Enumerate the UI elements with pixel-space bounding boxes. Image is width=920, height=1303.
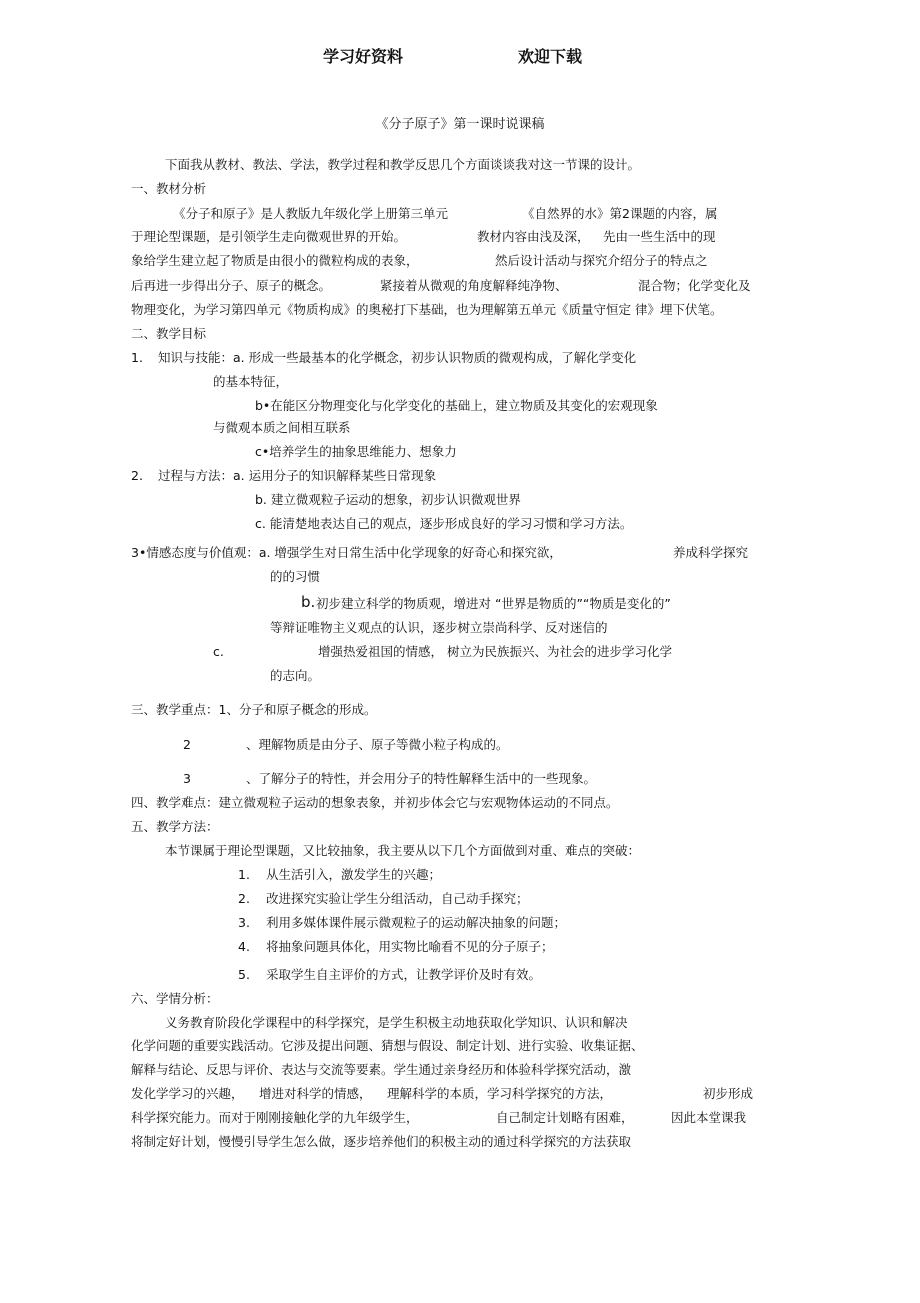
s1-line-3b: 然后设计活动与探究介绍分子的特点之	[495, 253, 708, 268]
s6-line-6: 将制定好计划，慢慢引导学生怎么做，逐步培养他们的积极主动的通过科学探究的方法获取	[131, 1134, 632, 1149]
goal-3-c: 增强热爱祖国的情感， 树立为民族振兴、为社会的进步学习化学	[318, 644, 672, 659]
intro-paragraph: 下面我从教材、教法、学法，教学过程和教学反思几个方面谈谈我对这一节课的设计。	[165, 157, 641, 172]
goal-3-c-cont: 的志向。	[270, 668, 321, 683]
s6-line-3: 解释与结论、反思与评价、表达与交流等要素。学生通过亲身经历和体验科学探究活动，激	[131, 1062, 632, 1077]
key-points-3: 、了解分子的特性，并会用分子的特性解释生活中的一些现象。	[246, 771, 597, 786]
key-points-3-number: 3	[183, 771, 191, 786]
method-item-number: 3.	[238, 915, 250, 930]
s6-line-1: 义务教育阶段化学课程中的科学探究，是学生积极主动地获取化学知识、认识和解决	[165, 1015, 628, 1030]
method-item-number: 4.	[238, 939, 250, 954]
method-intro: 本节课属于理论型课题，又比较抽象，我主要从以下几个方面做到对重、难点的突破：	[165, 843, 641, 858]
s6-line-4a: 发化学学习的兴趣，	[131, 1086, 244, 1101]
s1-line-5: 物理变化，为学习第四单元《物质构成》的奥秘打下基础，也为理解第五单元《质量守恒定 律》埋下伏笔。	[131, 302, 723, 317]
s6-line-5c: 因此本堂课我	[671, 1110, 747, 1125]
s6-line-4c: 理解科学的本质，学习科学探究的方法，	[387, 1086, 613, 1101]
difficulty-line: 四、教学难点：建立微观粒子运动的想象表象，并初步体会它与宏观物体运动的不同点。	[131, 795, 619, 810]
s1-line-2b: 教材内容由浅及深，	[477, 229, 590, 244]
s6-line-4b: 增进对科学的情感，	[259, 1086, 372, 1101]
goal-3-c-mark: c.	[213, 644, 224, 659]
method-item-text: 改进探究实验让学生分组活动，自己动手探究；	[266, 891, 529, 906]
goal-3-a: 3•情感态度与价值观：a. 增强学生对日常生活中化学现象的好奇心和探究欲，	[131, 545, 562, 560]
s1-line-1a: 《分子和原子》是人教版九年级化学上册第三单元	[173, 206, 449, 221]
header-left: 学习好资料	[323, 47, 404, 66]
goal-1-a-cont: 的基本特征，	[213, 374, 289, 389]
goal-3-b: 初步建立科学的物质观，增进对 “世界是物质的”“物质是变化的”	[316, 596, 671, 611]
s1-line-4a: 后再进一步得出分子、原子的概念。	[131, 278, 332, 293]
s1-line-3a: 象给学生建立起了物质是由很小的微粒构成的表象，	[131, 253, 419, 268]
goal-1-number: 1.	[131, 350, 143, 365]
document-title: 《分子原子》第一课时说课稿	[375, 117, 545, 132]
s6-line-2: 化学问题的重要实践活动。它涉及提出问题、猜想与假设、制定计划、进行实验、收集证据、	[131, 1038, 644, 1053]
goal-3-a-cont: 的的习惯	[270, 569, 321, 584]
header-right: 欢迎下载	[518, 47, 583, 66]
section-1-heading: 一、教材分析	[131, 181, 207, 196]
method-item-number: 1.	[238, 867, 250, 882]
goal-2-b: b. 建立微观粒子运动的想象，初步认识微观世界	[255, 492, 521, 507]
method-item-text: 采取学生自主评价的方式，让教学评价及时有效。	[266, 967, 542, 982]
goal-3-b-mark: b.	[301, 593, 316, 611]
goal-1-c: c•培养学生的抽象思维能力、想象力	[255, 444, 457, 459]
s1-line-1b: 《自然界的水》第2课题的内容，属	[522, 206, 718, 221]
key-points-1: 三、教学重点：1、分子和原子概念的形成。	[131, 702, 377, 717]
goal-2-c: c. 能清楚地表达自己的观点，逐步形成良好的学习习惯和学习方法。	[255, 516, 633, 531]
goal-3-b-cont: 等辩证唯物主义观点的认识，逐步树立崇尚科学、反对迷信的	[270, 620, 608, 635]
goal-3-a-tail: 养成科学探究	[673, 545, 749, 560]
method-item-text: 将抽象问题具体化，用实物比喻看不见的分子原子；	[266, 939, 554, 954]
section-6-heading: 六、学情分析：	[131, 991, 219, 1006]
key-points-2-number: 2	[183, 737, 191, 752]
method-item-text: 从生活引入，激发学生的兴趣；	[266, 867, 442, 882]
goal-2-a: 过程与方法：a. 运用分子的知识解释某些日常现象	[158, 468, 437, 483]
method-item-number: 5.	[238, 967, 250, 982]
method-item-text: 利用多媒体课件展示微观粒子的运动解决抽象的问题；	[266, 915, 567, 930]
s6-line-5b: 自己制定计划略有困难，	[496, 1110, 634, 1125]
key-points-2: 、理解物质是由分子、原子等微小粒子构成的。	[246, 737, 509, 752]
goal-1-b-cont: 与微观本质之间相互联系	[213, 420, 351, 435]
goal-1-a: 知识与技能：a. 形成一些最基本的化学概念，初步认识物质的微观构成，了解化学变化	[158, 350, 637, 365]
s6-line-5a: 科学探究能力。而对于刚刚接触化学的九年级学生，	[131, 1110, 419, 1125]
goal-1-b: b•在能区分物理变化与化学变化的基础上，建立物质及其变化的宏观现象	[255, 398, 658, 413]
method-item-number: 2.	[238, 891, 250, 906]
goal-2-number: 2.	[131, 468, 143, 483]
section-5-heading: 五、教学方法：	[131, 819, 219, 834]
section-2-heading: 二、教学目标	[131, 326, 207, 341]
s1-line-4b: 紧接着从微观的角度解释纯净物、	[380, 278, 568, 293]
s1-line-2c: 先由一些生活中的现	[603, 229, 716, 244]
s1-line-2a: 于理论型课题，是引领学生走向微观世界的开始。	[131, 229, 407, 244]
s6-line-4d: 初步形成	[703, 1086, 754, 1101]
s1-line-4c: 混合物；化学变化及	[638, 278, 751, 293]
